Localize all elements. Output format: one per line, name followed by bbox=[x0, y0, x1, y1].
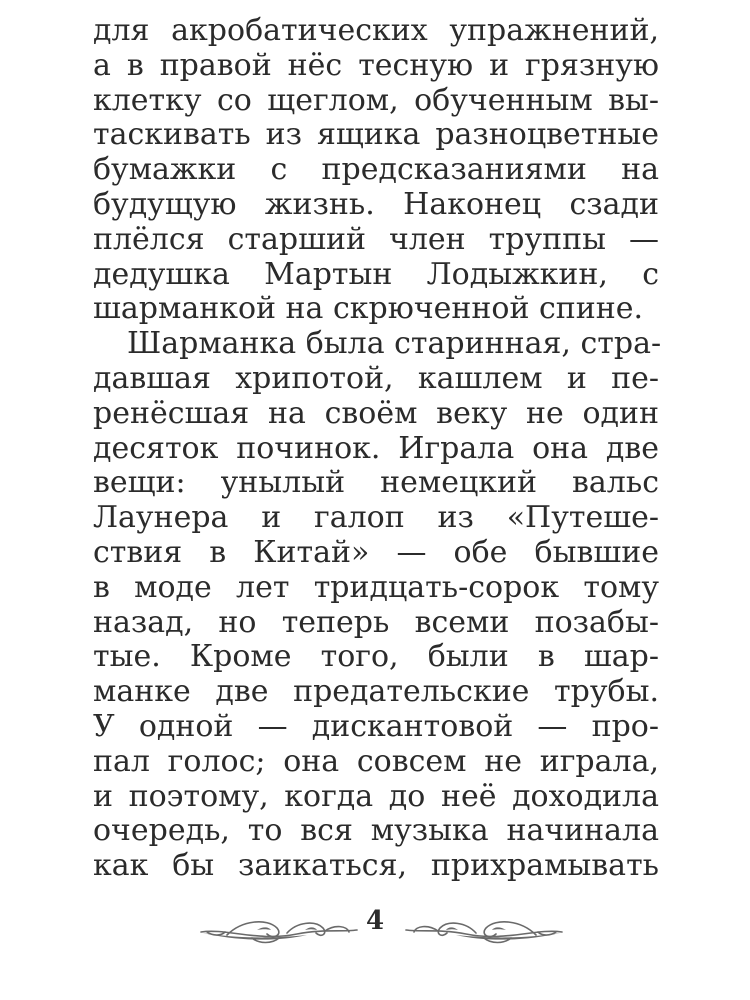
text-line: У одной — дискантовой — про- bbox=[93, 708, 659, 744]
text-line: пал голос; она совсем не играла, bbox=[93, 743, 659, 779]
text-line: плёлся старший член труппы — bbox=[93, 221, 659, 257]
text-line: давшая хрипотой, кашлем и пе- bbox=[93, 360, 659, 396]
text-line: Лаунера и галоп из «Путеше- bbox=[93, 500, 659, 536]
text-line: Шарманка была старинная, стра- bbox=[127, 326, 662, 362]
right-flourish-ornament-icon bbox=[398, 908, 566, 948]
text-line: клетку со щеглом, обученным вы- bbox=[93, 82, 659, 118]
text-line: бумажки с предсказаниями на bbox=[93, 152, 659, 188]
text-line: а в правой нёс тесную и грязную bbox=[93, 47, 659, 83]
text-line: и поэтому, когда до неё доходила bbox=[93, 778, 659, 814]
text-line: тые. Кроме того, были в шар- bbox=[93, 639, 659, 675]
paragraph-1 bbox=[93, 14, 659, 327]
text-line: ствия в Китай» — обе бывшие bbox=[93, 534, 659, 570]
text-line: таскивать из ящика разноцветные bbox=[93, 117, 659, 153]
text-line: манке две предательские трубы. bbox=[93, 674, 659, 710]
text-line: десяток починок. Играла она две bbox=[93, 430, 659, 466]
text-line: очередь, то вся музыка начинала bbox=[93, 813, 659, 849]
left-flourish-ornament-icon bbox=[197, 908, 365, 948]
page-number: 4 bbox=[365, 906, 385, 936]
text-line: шарманкой на скрюченной спине. bbox=[93, 291, 644, 327]
text-line: как бы заикаться, прихрамывать bbox=[93, 848, 659, 884]
text-line: дедушка Мартын Лодыжкин, с bbox=[93, 256, 659, 292]
page-footer bbox=[0, 900, 750, 960]
text-line: в моде лет тридцать-сорок тому bbox=[93, 569, 659, 605]
text-line: вещи: унылый немецкий вальс bbox=[93, 465, 659, 501]
text-line: для акробатических упражнений, bbox=[93, 13, 659, 48]
body-text bbox=[93, 13, 662, 884]
text-line: будущую жизнь. Наконец сзади bbox=[93, 186, 659, 222]
text-line: ренёсшая на своём веку не один bbox=[93, 395, 659, 431]
paragraph-2 bbox=[93, 326, 662, 884]
text-line: назад, но теперь всеми позабы- bbox=[93, 604, 659, 640]
